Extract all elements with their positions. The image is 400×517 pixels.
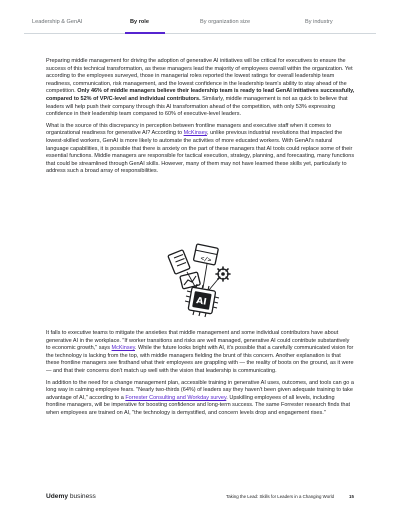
logo-brand: Udemy [46, 493, 68, 500]
tab-by-organization-size[interactable]: By organization size [200, 19, 251, 25]
paragraph-text: Similarly, middle management is not as quick to believe that leaders will help push their company through this AI transformation ahead of the competition, with only 53% expressing confidence in their leadership team compared to 60% of executive-level leaders. [46, 95, 348, 118]
logo-suffix: business [68, 493, 96, 500]
document-title: Taking the Lead: Skills for Leaders in a Changing World [226, 494, 335, 499]
paragraph-text: Preparing middle management for driving the adoption of generative AI initiatives will be critical for executives to ensure the success of this technical transformation, as these managers lead the majority of employees overall within the organization. Yet according to the employees surveyed, those in managerial roles reported the lowest ratings for overall leadership team readiness, communication, risk management, and the lowest confidence in the leadership team's ability to stay ahead of the competition. [46, 58, 353, 95]
paragraph-discrepancy [46, 123, 355, 176]
section-tabs [24, 14, 376, 34]
paragraph-executive-teams [46, 330, 355, 376]
code-window-icon [193, 244, 218, 265]
highlight-statistic: Only 46% of middle managers believe their leadership team is ready to lead GenAI initiatives successfully, compared to 52% of VP/C-level and individual contributors. [46, 88, 355, 102]
paragraph-text: . Upskilling employees of all levels, including frontline managers, will be imperative for boosting confidence and long-term success. The same Forrester research finds that when employees are trained on AI, "the technology is demystified, and concern levels drop and engagement rises." [46, 394, 351, 416]
tab-by-industry[interactable]: By industry [305, 19, 333, 25]
paragraph-text: In addition to the need for a change management plan, accessible training in generative AI uses, outcomes, and tools can go a long way in calming employee fears. "Nearly two-thirds (64%) of leaders say they haven't been given adequate training to take advantage of AI," according to a [46, 379, 354, 401]
mckinsey-link[interactable]: McKinsey [183, 130, 208, 137]
page-number: 15 [349, 494, 354, 499]
forrester-workday-link[interactable]: Forrester Consulting and Workday survey [125, 394, 227, 401]
paragraph-middle-management [46, 58, 355, 119]
chart-card-icon [180, 272, 201, 289]
paragraph-text: What is the source of this discrepancy in perception between frontline managers and executive staff when it comes to organizational readiness for generative AI? According to [46, 122, 332, 137]
mckinsey-link-2[interactable]: McKinsey [111, 345, 135, 352]
paragraph-training [46, 380, 355, 418]
body-section-bottom [46, 330, 355, 422]
paragraph-text: . While the future looks bright with AI, it's possible that a carefully communicated vision for the technology is lacking from the top, with middle managers fielding the brunt of this concern. Another explanation is that these frontline managers see firsthand what their employees are grappling with — the reality of boots on the ground, as it were — and that their concerns don't match up well with the vision that leadership is communicating. [46, 345, 354, 374]
tab-by-role[interactable]: By role [130, 19, 149, 25]
paragraph-text: It falls to executive teams to mitigate the anxieties that middle management and some individual contributors have about generative AI in the workplace. "If worker transitions and risks are well managed, generative AI could contribute substantively to economic growth," says [46, 330, 350, 352]
paragraph-text: , unlike previous industrial revolutions that impacted the lowest-skilled workers, GenAI is more likely to automate the activities of more educated workers. With GenAI's natural language capabilities, it is possible that there is anxiety on the part of these managers that AI tools could replace some of their essential functions. Middle managers are responsible for tactical execution, strategy, planning, and forecasting, many functions that could be streamlined through GenAI skills. However, many of them may not have learned these skills yet, particularly to address such a broad array of responsibilities. [46, 130, 355, 175]
ai-chip-icon [185, 284, 219, 317]
body-section-top [46, 58, 355, 180]
active-tab-indicator [125, 32, 165, 34]
tab-leadership-genai[interactable]: Leadership & GenAI [32, 19, 83, 25]
ai-chip-label: AI [195, 296, 208, 308]
udemy-business-logo [46, 493, 96, 500]
ai-illustration [165, 240, 237, 318]
clipboard-icon [168, 250, 190, 275]
code-symbol: </> [199, 254, 212, 265]
